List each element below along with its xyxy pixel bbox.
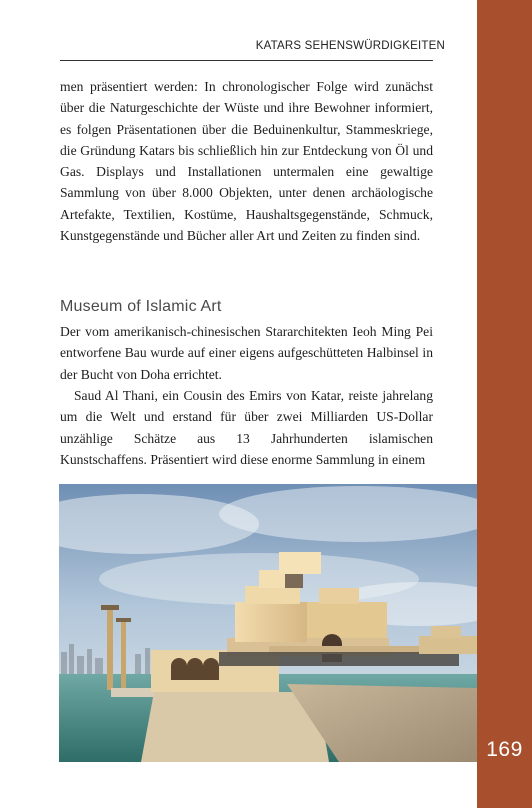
paragraph-intro: men präsentiert werden: In chronologischer Folge wird zunächst über die Naturgeschichte der Wüste und ihre Bewohner informiert, es folgen Präsentationen über die Beduinenkultur, Stammeskriege, die Gründung Katars bis schließlich hin zur Entdeckung von Öl und Gas. Displays und Installationen untermalen eine gewaltige Sammlung von über 8.000 Objekten, unter denen archäologische Artefakte, Textilien, Kostüme, Haushaltsgegenstände, Schmuck, Kunstgegenstände und Bücher aller Art und Zeiten zu finden sind. [60,79,433,244]
running-header: KATARS SEHENSWÜRDIGKEITEN [255,40,445,52]
paragraph-collection: Saud Al Thani, ein Cousin des Emirs von Katar, reiste jahrelang um die Welt und erstand für über zwei Milliarden US-Dollar unzählige Schätze aus 13 Jahrhunderten islamischen Kunstschaffens. Präsentiert wird diese enorme Sammlung in einem [60,388,433,467]
page-number: 169 [486,738,523,761]
paragraph-architect: Der vom amerikanisch-chinesischen Stararchitekten Ieoh Ming Pei entworfene Bau wurde auf einer eigens aufgeschütteten Halbinsel in der Bucht von Doha errichtet. [60,324,433,382]
header-rule [60,60,433,61]
side-color-bar [477,0,532,808]
section-heading: Museum of Islamic Art [60,298,222,315]
museum-photo [59,484,477,762]
